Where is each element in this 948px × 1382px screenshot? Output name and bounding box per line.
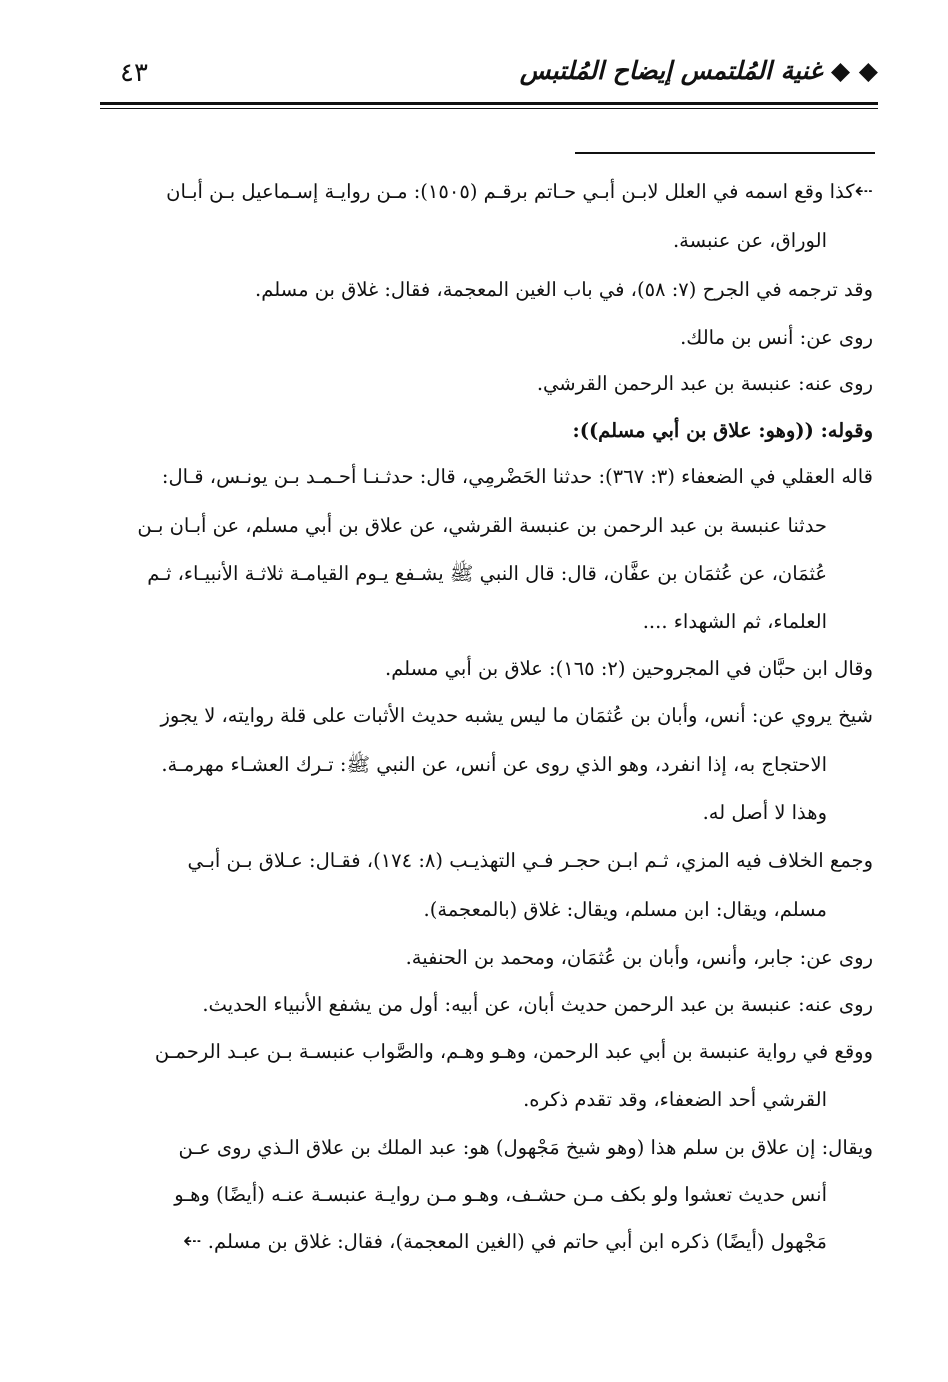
text-line: القرشي أحد الضعفاء، وقد تقدم ذكره. [523,1088,827,1111]
page-header [100,52,878,96]
text-line: روى عن: جابر، وأنس، وأبان بن عُثمَان، ومحمد بن الحنفية. [405,946,873,969]
text-line: وقوله: ((وهو: علاق بن أبي مسلم)): [572,419,873,442]
header-rule-thick [100,102,878,105]
text-line: شيخ يروي عن: أنس، وأبان بن عُثمَان ما ليس يشبه حديث الأثبات على قلة روايته، لا يجوز [160,704,873,727]
text-line: حدثنا عنبسة بن عبد الرحمن بن عنبسة القرشي، عن علاق بن أبي مسلم، عن أبـان بـن [137,514,827,537]
text-line: قاله العقلي في الضعفاء (٣: ٣٦٧): حدثنا الحَضْرمِي، قال: حدثـنـا أحـمـد بـن يونـس، قـال: [161,465,873,488]
text-line: ويقال: إن علاق بن سلم هذا (وهو شيخ مَجْهول) هو: عبد الملك بن علاق الـذي روى عـن [178,1136,873,1159]
arrow-icon: ⇠ [183,1229,202,1254]
text-line: الوراق، عن عنبسة. [672,229,827,252]
text-line: روى عنه: عنبسة بن عبد الرحمن القرشي. [536,372,873,395]
header-rule-thin [100,108,878,109]
text-line: وجمع الخلاف فيه المزي، ثـم ابـن حجـر فـي التهذيـب (٨: ١٧٤)، فقـال: عـلاق بـن أبـي [187,849,873,872]
text-line: العلماء، ثم الشهداء .... [642,610,827,633]
text-line: ووقع في رواية عنبسة بن أبي عبد الرحمن، وهـو وهـم، والصَّواب عنبسـة بـن عبـد الرحمـن [154,1040,873,1063]
arrow-icon: ⇠ [854,179,873,204]
page-number: ٤٣ [120,58,148,88]
text-line: وقد ترجمه في الجرح (٧: ٥٨)، في باب الغين المعجمة، فقال: غلاق بن مسلم. [255,278,873,301]
running-title: ◆ ◆ غنية المُلتمس إيضاح المُلتبس [519,56,878,85]
text-line: روى عن: أنس بن مالك. [680,326,873,349]
text-line: وقال ابن حبَّان في المجروحين (٢: ١٦٥): علاق بن أبي مسلم. [385,657,873,680]
text-line: عُثمَان، عن عُثمَان بن عفَّان، قال: قال النبي ﷺ يشـفع يـوم القيامـة ثلاثـة الأنبيـاء، ثـم [147,562,827,585]
text-line: أنس حديث تعشوا ولو بكف مـن حشـف، وهـو مـن روايـة عنبسـة عنـه (أيضًا) وهـو [174,1183,827,1206]
text-line: روى عنه: عنبسة بن عبد الرحمن حديث أبان، عن أبيه: أول من يشفع الأنبياء الحديث. [202,993,873,1016]
text-line: مَجْهول (أيضًا) ذكره ابن أبي حاتم في (الغين المعجمة)، فقال: غلاق بن مسلم. ⇠ [183,1229,827,1254]
text-line: ⇠كذا وقع اسمه في العلل لابـن أبـي حـاتم برقـم (١٥٠٥): مـن روايـة إسـماعيل بـن أبـان [166,179,873,204]
text-line: الاحتجاج به، إذا انفرد، وهو الذي روى عن أنس، عن النبي ﷺ: تـرك العشـاء مهرمـة. [161,753,827,776]
text-line: مسلم، ويقال: ابن مسلم، ويقال: غلاق (بالمعجمة). [423,898,827,921]
footnote-separator [575,152,875,154]
text-line: وهذا لا أصل له. [702,801,827,824]
